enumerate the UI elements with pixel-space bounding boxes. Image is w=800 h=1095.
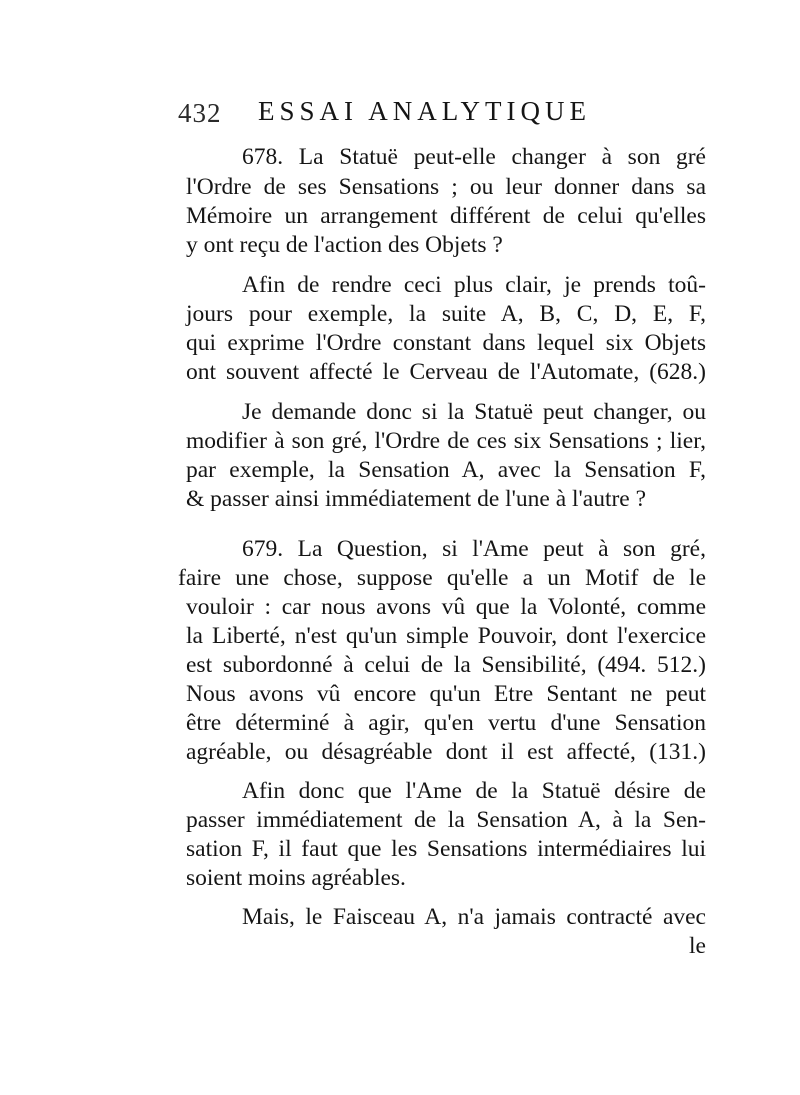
paragraph-678-line-2: l'Ordre de ses Sensations ; ou leur donner dans sa (186, 174, 706, 200)
paragraph-679-line-7: être déterminé à agir, qu'en vertu d'une Sensation (186, 710, 706, 736)
page-number: 432 (178, 98, 222, 128)
catchword: le (689, 933, 706, 959)
paragraph-mais-line-1: Mais, le Faisceau A, n'a jamais contracté avec (242, 904, 706, 930)
paragraph-question-line-1: Je demande donc si la Statuë peut changer, ou (242, 399, 706, 425)
paragraph-679-line-3: vouloir : car nous avons vû que la Volonté, comme (186, 594, 706, 620)
paragraph-679-line-8: agréable, ou désagréable dont il est affecté, (131.) (186, 739, 706, 765)
paragraph-clarification-line-1: Afin de rendre ceci plus clair, je prends toû- (242, 272, 706, 298)
paragraph-679-line-2: faire une chose, suppose qu'elle a un Motif de le (178, 565, 706, 591)
paragraph-afin-line-3: sation F, il faut que les Sensations intermédiaires lui (186, 836, 706, 862)
paragraph-679-line-5: est subordonné à celui de la Sensibilité, (494. 512.) (186, 652, 706, 678)
running-title: ESSAI ANALYTIQUE (258, 96, 592, 126)
paragraph-clarification-line-4: ont souvent affecté le Cerveau de l'Automate, (628.) (186, 359, 706, 385)
paragraph-clarification-line-3: qui exprime l'Ordre constant dans lequel six Objets (186, 330, 706, 356)
paragraph-679-line-6: Nous avons vû encore qu'un Etre Sentant ne peut (186, 681, 706, 707)
paragraph-clarification-line-2: jours pour exemple, la suite A, B, C, D, E, F, (186, 301, 706, 327)
paragraph-afin-line-1: Afin donc que l'Ame de la Statuë désire de (242, 778, 706, 804)
paragraph-678-line-4: y ont reçu de l'action des Objets ? (186, 232, 503, 258)
paragraph-question-line-2: modifier à son gré, l'Ordre de ces six Sensations ; lier, (186, 428, 706, 454)
paragraph-678-line-3: Mémoire un arrangement différent de celui qu'elles (186, 203, 706, 229)
paragraph-question-line-3: par exemple, la Sensation A, avec la Sensation F, (186, 457, 706, 483)
paragraph-afin-line-2: passer immédiatement de la Sensation A, à la Sen- (186, 807, 706, 833)
paragraph-afin-line-4: soient moins agréables. (186, 865, 406, 891)
page-header (178, 92, 708, 132)
paragraph-679-line-1: 679. La Question, si l'Ame peut à son gré, (242, 536, 706, 562)
paragraph-question-line-4: & passer ainsi immédiatement de l'une à l'autre ? (186, 486, 647, 512)
paragraph-679-line-4: la Liberté, n'est qu'un simple Pouvoir, dont l'exercice (186, 623, 706, 649)
paragraph-678-line-1: 678. La Statuë peut-elle changer à son gré (242, 144, 706, 170)
